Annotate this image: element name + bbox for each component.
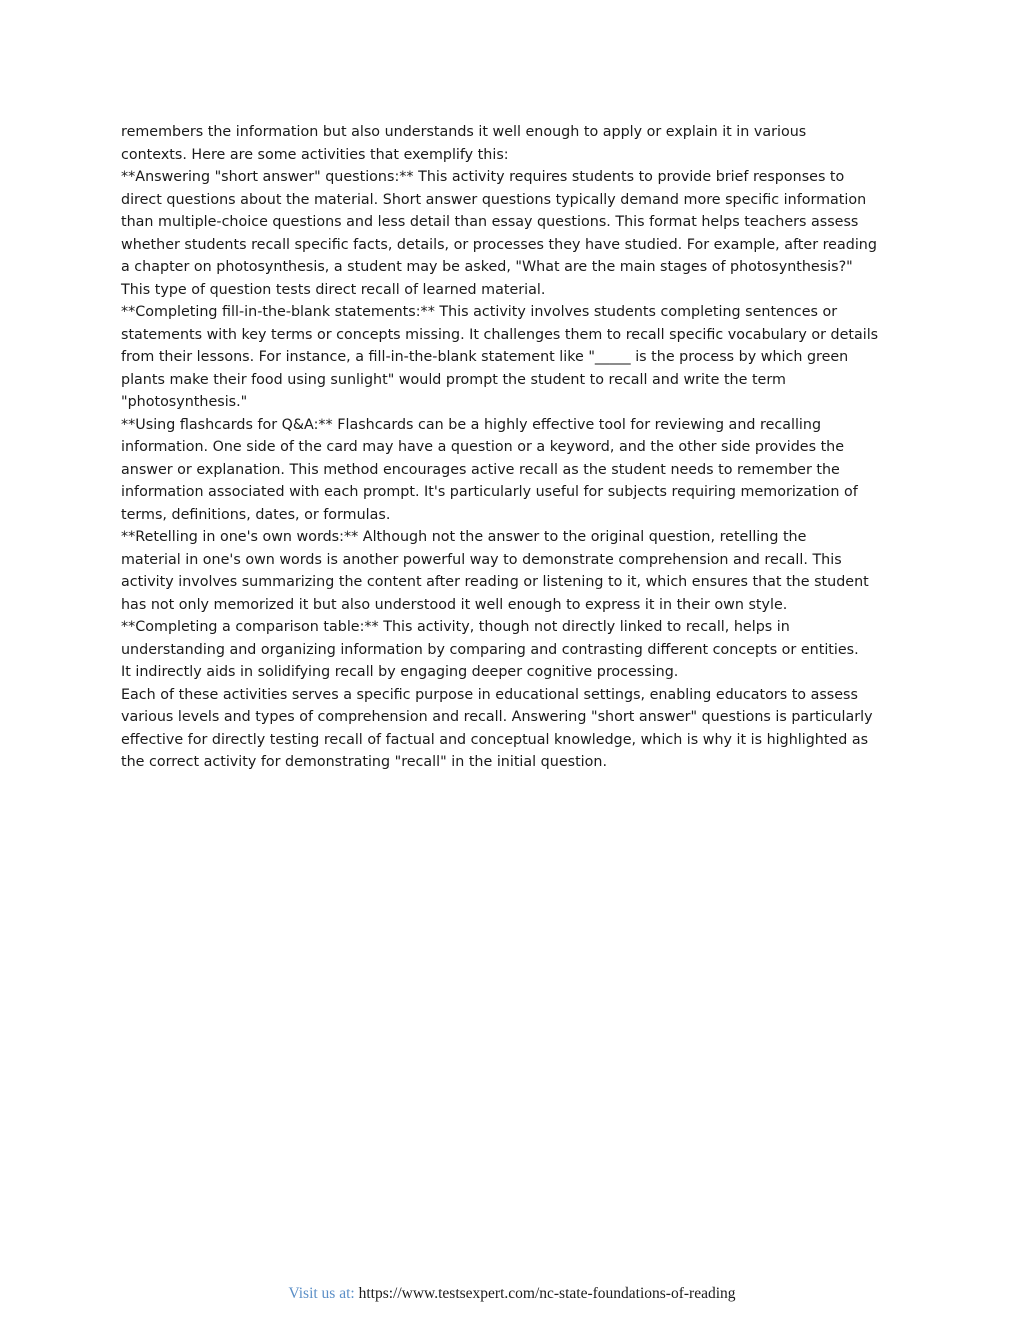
page-footer bbox=[0, 1284, 1024, 1304]
body-line: whether students recall specific facts, details, or processes they have studied. For example, after reading bbox=[121, 236, 877, 253]
body-line: contexts. Here are some activities that exemplify this: bbox=[121, 146, 509, 163]
body-line: effective for directly testing recall of factual and conceptual knowledge, which is why it is highlighted as bbox=[121, 731, 869, 748]
body-line: a chapter on photosynthesis, a student may be asked, "What are the main stages of photosynthesis?" bbox=[121, 259, 853, 275]
body-line: **Completing fill-in-the-blank statements:** This activity involves students completing sentences or bbox=[121, 304, 838, 320]
body-line: **Using flashcards for Q&A:** Flashcards can be a highly effective tool for reviewing and recalling bbox=[121, 416, 822, 433]
body-line: Each of these activities serves a specific purpose in educational settings, enabling educators to assess bbox=[121, 686, 858, 703]
body-line: **Answering "short answer" questions:** This activity requires students to provide brief responses to bbox=[121, 169, 845, 185]
body-line: answer or explanation. This method encourages active recall as the student needs to remember the bbox=[121, 461, 840, 478]
body-line: remembers the information but also understands it well enough to apply or explain it in various bbox=[121, 124, 807, 140]
body-line: plants make their food using sunlight" would prompt the student to recall and write the term bbox=[121, 371, 786, 388]
body-line: from their lessons. For instance, a fill-in-the-blank statement like "_____ is the process by which green bbox=[121, 349, 849, 365]
body-line: information. One side of the card may have a question or a keyword, and the other side provides the bbox=[121, 439, 845, 455]
body-line: information associated with each prompt. It's particularly useful for subjects requiring memorization of bbox=[121, 484, 858, 500]
body-line: statements with key terms or concepts missing. It challenges them to recall specific vocabulary or details bbox=[121, 326, 879, 343]
body-line: **Retelling in one's own words:** Although not the answer to the original question, retelling the bbox=[121, 529, 807, 545]
body-line: various levels and types of comprehension and recall. Answering "short answer" questions is particularly bbox=[121, 709, 873, 725]
body-line: direct questions about the material. Short answer questions typically demand more specific information bbox=[121, 191, 867, 208]
document-body bbox=[121, 121, 911, 774]
body-line: understanding and organizing information by comparing and contrasting different concepts or entities. bbox=[121, 641, 859, 658]
body-line: This type of question tests direct recall of learned material. bbox=[121, 281, 546, 298]
footer-url-link[interactable]: https://www.testsexpert.com/nc-state-foundations-of-reading bbox=[358, 1285, 736, 1302]
body-line: activity involves summarizing the content after reading or listening to it, which ensures that the student bbox=[121, 574, 869, 590]
body-line: terms, definitions, dates, or formulas. bbox=[121, 506, 391, 523]
body-line: has not only memorized it but also understood it well enough to express it in their own style. bbox=[121, 596, 788, 613]
body-line: material in one's own words is another powerful way to demonstrate comprehension and recall. This bbox=[121, 551, 842, 568]
footer-label: Visit us at: bbox=[288, 1285, 355, 1302]
body-line: than multiple-choice questions and less detail than essay questions. This format helps teachers assess bbox=[121, 214, 859, 230]
body-line: **Completing a comparison table:** This activity, though not directly linked to recall, helps in bbox=[121, 619, 790, 635]
body-line: It indirectly aids in solidifying recall by engaging deeper cognitive processing. bbox=[121, 664, 679, 680]
body-line: the correct activity for demonstrating "recall" in the initial question. bbox=[121, 754, 607, 770]
body-line: "photosynthesis." bbox=[121, 394, 248, 410]
